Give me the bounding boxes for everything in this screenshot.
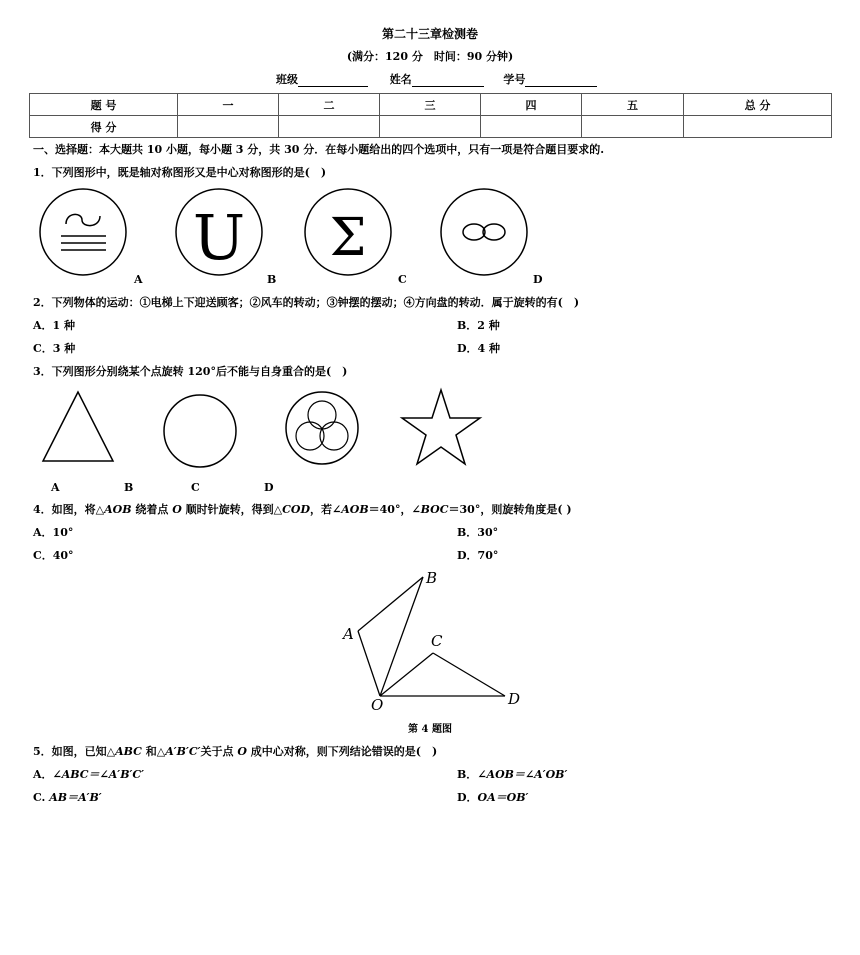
score-cell[interactable] <box>279 116 380 138</box>
q5-option-d[interactable]: D．OA＝OB′ <box>457 791 529 804</box>
q1-figure-c <box>305 189 391 275</box>
q4-label-d: D <box>508 690 521 708</box>
student-info-line <box>276 71 597 87</box>
q4-label-a: A <box>343 625 354 643</box>
q5-option-c[interactable]: C. AB＝A′B′ <box>33 791 102 804</box>
score-header-cell: 四 <box>481 94 582 116</box>
q2-option-a[interactable]: A．1 种 <box>33 319 76 332</box>
q3-figures <box>35 384 495 474</box>
score-cell[interactable] <box>684 116 832 138</box>
score-header-cell: 总 分 <box>684 94 832 116</box>
class-label: 班级 <box>276 73 298 86</box>
q1-figure-b <box>176 189 262 275</box>
score-cell[interactable] <box>380 116 481 138</box>
score-table <box>29 93 832 138</box>
question-1-stem: 1．下列图形中，既是轴对称图形又是中心对称图形的是( ) <box>33 166 327 179</box>
q1-glyph-u: U <box>192 201 246 274</box>
q3-star <box>402 390 480 464</box>
q1-label-d: D <box>533 273 543 286</box>
q1-label-c: C <box>398 273 407 286</box>
q4-option-d[interactable]: D．70° <box>457 549 499 562</box>
page-subtitle: (满分：120 分 时间：90 分钟) <box>346 50 514 63</box>
q1-figure-d <box>441 189 527 275</box>
question-2-stem: 2．下列物体的运动：①电梯上下迎送顾客；②风车的转动；③钟摆的摆动；④方向盘的转动．属于旋转的有( ) <box>33 296 580 309</box>
class-field[interactable] <box>298 75 368 87</box>
q3-label-b: B <box>124 481 134 494</box>
name-label: 姓名 <box>389 73 412 86</box>
section-heading: 一、选择题：本大题共 10 小题，每小题 3 分，共 30 分．在每小题给出的四个选项中，只有一项是符合题目要求的. <box>33 143 605 156</box>
score-cell[interactable] <box>582 116 684 138</box>
q3-label-c: C <box>191 481 200 494</box>
question-5-stem: 5．如图，已知△ABC 和△A′B′C′关于点 O 成中心对称，则下列结论错误的是( ) <box>33 745 438 758</box>
q4-label-o: O <box>371 696 384 714</box>
q2-option-c[interactable]: C．3 种 <box>33 342 76 355</box>
q5-option-a[interactable]: A．∠ABC＝∠A′B′C′ <box>33 768 145 781</box>
q2-option-b[interactable]: B．2 种 <box>457 319 500 332</box>
score-header-cell: 二 <box>279 94 380 116</box>
id-field[interactable] <box>525 75 597 87</box>
score-row-label: 得 分 <box>30 116 178 138</box>
q1-label-a: A <box>134 273 143 286</box>
q1-label-b: B <box>267 273 277 286</box>
q1-figures <box>30 184 560 284</box>
q4-figure <box>335 565 535 715</box>
q3-label-d: D <box>264 481 274 494</box>
score-cell[interactable] <box>481 116 582 138</box>
q2-option-d[interactable]: D．4 种 <box>457 342 501 355</box>
score-value-row <box>30 116 832 138</box>
id-label: 学号 <box>503 73 526 86</box>
q1-glyph-sigma: Σ <box>329 208 367 268</box>
question-4-stem: 4．如图，将△AOB 绕着点 O 顺时针旋转，得到△COD，若∠AOB＝40°，∠BOC＝30°，则旋转角度是( ) <box>33 503 572 516</box>
score-header-cell: 五 <box>582 94 684 116</box>
q4-label-c: C <box>431 632 443 650</box>
q4-option-a[interactable]: A．10° <box>33 526 74 539</box>
q3-circle-three-petals <box>286 392 358 464</box>
q1-figure-a <box>40 189 126 275</box>
score-header-row <box>30 94 832 116</box>
q4-option-c[interactable]: C．40° <box>33 549 74 562</box>
q4-label-b: B <box>426 569 438 587</box>
q3-circle <box>164 395 236 467</box>
score-header-cell: 三 <box>380 94 481 116</box>
score-cell[interactable] <box>178 116 279 138</box>
q3-triangle <box>43 392 113 461</box>
q3-label-a: A <box>51 481 60 494</box>
q4-caption: 第 4 题图 <box>408 724 452 735</box>
question-3-stem: 3．下列图形分别绕某个点旋转 120°后不能与自身重合的是( ) <box>33 365 348 378</box>
page-title: 第二十三章检测卷 <box>381 27 478 41</box>
q4-option-b[interactable]: B．30° <box>457 526 499 539</box>
score-header-cell: 一 <box>178 94 279 116</box>
name-field[interactable] <box>412 75 484 87</box>
q5-option-b[interactable]: B．∠AOB＝∠A′OB′ <box>457 768 568 781</box>
score-header-cell: 题 号 <box>30 94 178 116</box>
